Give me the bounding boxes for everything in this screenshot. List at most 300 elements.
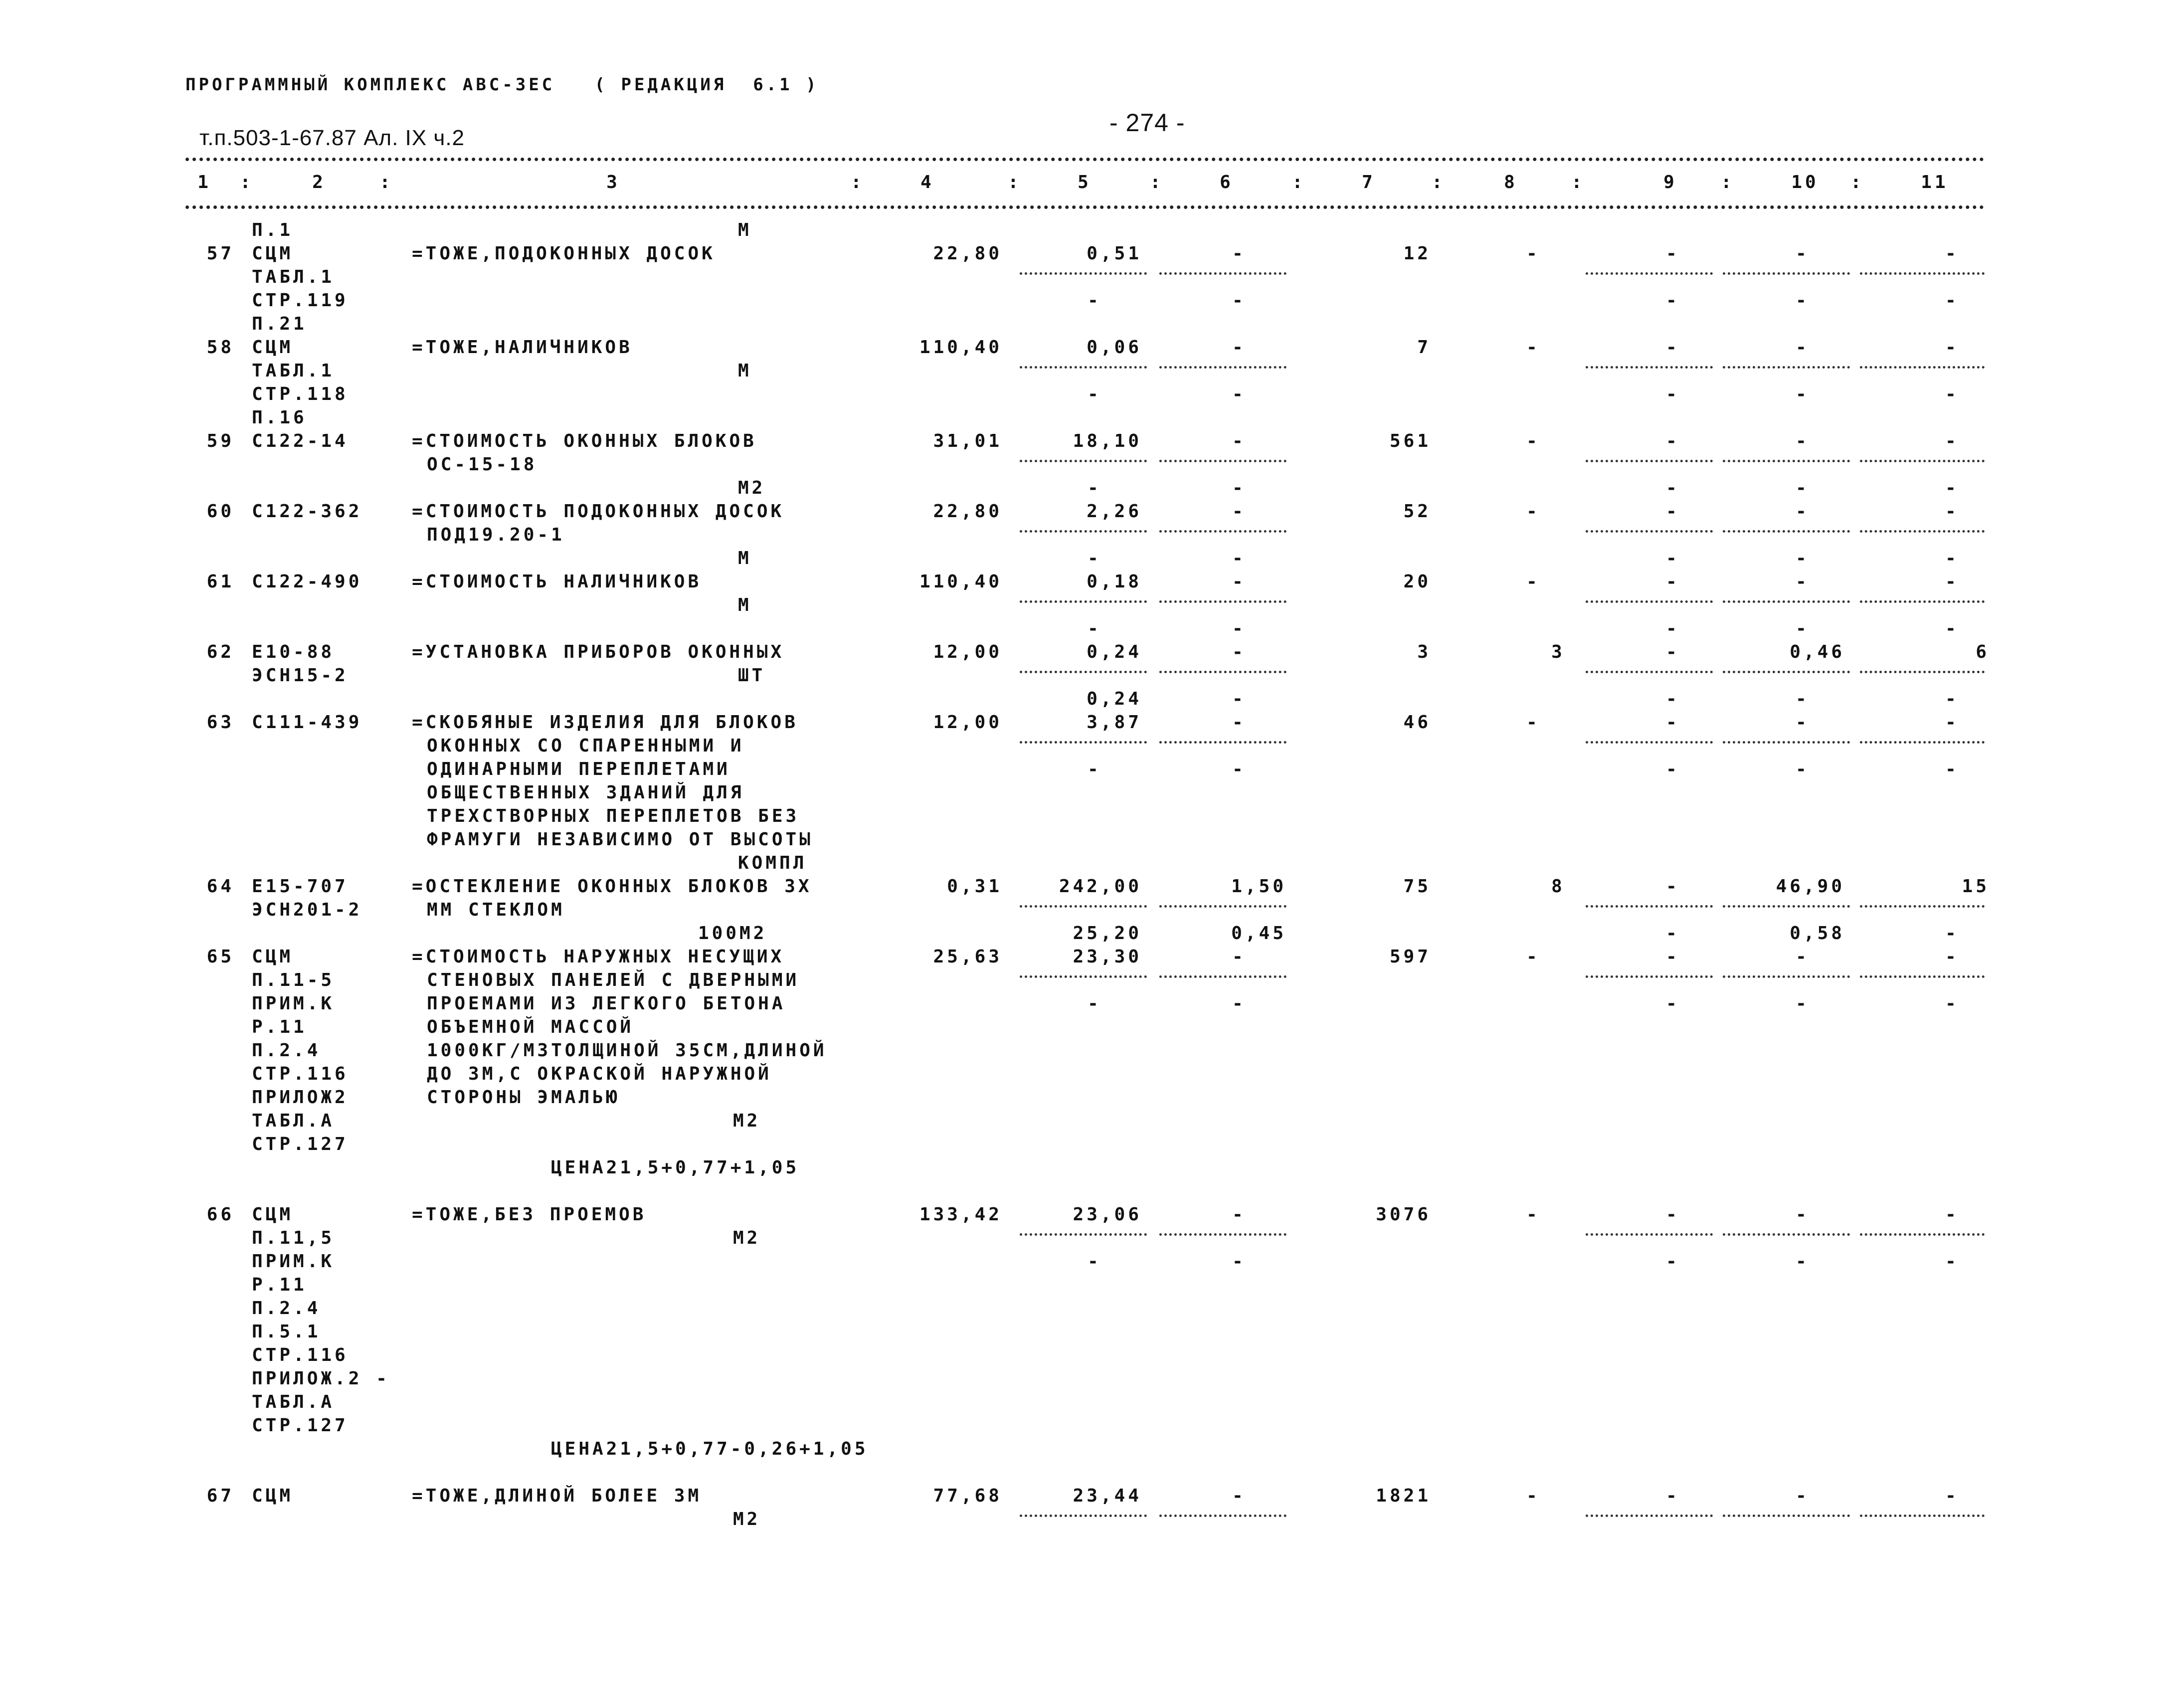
norm-code: СТР.127 xyxy=(252,1415,349,1436)
col10-divider xyxy=(1723,671,1850,673)
col11-value: - xyxy=(1945,478,1959,498)
norm-code: С111-439 xyxy=(252,712,363,733)
col9-divider xyxy=(1586,272,1713,275)
col11-value: 6 xyxy=(1976,642,1990,662)
row-number: 62 xyxy=(206,642,234,662)
col5-value: - xyxy=(1088,618,1101,639)
norm-code: ПРИМ.К xyxy=(252,993,335,1014)
norm-code: СЦМ xyxy=(252,947,294,967)
column-header: 9 xyxy=(1663,172,1677,192)
quantity: 133,42 xyxy=(919,1204,1002,1225)
unit-of-measure: М xyxy=(738,548,752,569)
work-description: ФРАМУГИ НЕЗАВИСИМО ОТ ВЫСОТЫ xyxy=(427,829,813,850)
col11-value: - xyxy=(1945,923,1959,944)
col11-divider xyxy=(1860,975,1985,978)
col11-divider xyxy=(1860,600,1985,603)
col8-value: 8 xyxy=(1551,876,1565,897)
col10-value: - xyxy=(1796,337,1810,358)
column-separator: : xyxy=(1850,172,1864,192)
col6-value: 0,45 xyxy=(1231,923,1286,944)
col6-divider xyxy=(1159,460,1286,462)
row-number: 63 xyxy=(206,712,234,733)
col10-divider xyxy=(1723,1233,1850,1236)
col6-value: - xyxy=(1232,618,1246,639)
quantity: 0,31 xyxy=(947,876,1002,897)
column-separator: : xyxy=(379,172,393,192)
col9-value: - xyxy=(1666,243,1680,264)
col11-divider xyxy=(1860,366,1985,369)
col8-value: - xyxy=(1526,243,1540,264)
col9-value: - xyxy=(1666,384,1680,404)
col11-value: - xyxy=(1945,384,1959,404)
unit-of-measure: М2 xyxy=(733,1228,761,1248)
col5-divider xyxy=(1020,741,1147,744)
col6-divider xyxy=(1159,905,1286,908)
col10-value: - xyxy=(1796,548,1810,569)
work-description: =УСТАНОВКА ПРИБОРОВ ОКОННЫХ xyxy=(412,642,785,662)
work-description: СТЕНОВЫХ ПАНЕЛЕЙ С ДВЕРНЫМИ xyxy=(427,970,800,990)
work-description: ТРЕХСТВОРНЫХ ПЕРЕПЛЕТОВ БЕЗ xyxy=(427,806,800,826)
column-separator: : xyxy=(1571,172,1585,192)
col6-value: - xyxy=(1232,337,1246,358)
col10-divider xyxy=(1723,1515,1850,1517)
col5-value: - xyxy=(1088,478,1101,498)
col9-value: - xyxy=(1666,618,1680,639)
col6-value: - xyxy=(1232,243,1246,264)
price-formula: ЦЕНА21,5+0,77-0,26+1,05 xyxy=(551,1439,869,1459)
quantity: 22,80 xyxy=(933,243,1002,264)
work-description: =ОСТЕКЛЕНИЕ ОКОННЫХ БЛОКОВ 3Х xyxy=(412,876,812,897)
col6-value: - xyxy=(1232,290,1246,311)
col9-value: - xyxy=(1666,876,1680,897)
col11-value: - xyxy=(1945,431,1959,451)
norm-code: Р.11 xyxy=(252,1275,307,1295)
col6-divider xyxy=(1159,1233,1286,1236)
col10-divider xyxy=(1723,741,1850,744)
header-rule-bottom xyxy=(185,205,1985,209)
unit-of-measure: М2 xyxy=(738,478,766,498)
col10-value: - xyxy=(1796,431,1810,451)
column-separator: : xyxy=(1150,172,1164,192)
col5-value: 0,24 xyxy=(1087,642,1142,662)
col9-divider xyxy=(1586,600,1713,603)
row-number: 58 xyxy=(206,337,234,358)
col7-value: 3076 xyxy=(1376,1204,1431,1225)
col9-value: - xyxy=(1666,548,1680,569)
work-description: ОС-15-18 xyxy=(427,454,538,475)
col9-divider xyxy=(1586,1515,1713,1517)
col5-divider xyxy=(1020,671,1147,673)
norm-code: П.11,5 xyxy=(252,1228,335,1248)
col10-value: - xyxy=(1796,993,1810,1014)
col5-value: - xyxy=(1088,993,1101,1014)
work-description: =СКОБЯНЫЕ ИЗДЕЛИЯ ДЛЯ БЛОКОВ xyxy=(412,712,798,733)
col11-value: - xyxy=(1945,571,1959,592)
col11-divider xyxy=(1860,671,1985,673)
col9-value: - xyxy=(1666,923,1680,944)
quantity: 12,00 xyxy=(933,712,1002,733)
col9-value: - xyxy=(1666,1251,1680,1272)
col10-value: - xyxy=(1796,689,1810,709)
col6-value: - xyxy=(1232,712,1246,733)
col5-value: - xyxy=(1088,759,1101,779)
col9-value: - xyxy=(1666,712,1680,733)
norm-code: П.21 xyxy=(252,314,307,334)
column-header: 2 xyxy=(312,172,326,192)
unit-of-measure: КОМПЛ xyxy=(738,853,807,873)
col11-divider xyxy=(1860,1233,1985,1236)
col10-value: - xyxy=(1796,759,1810,779)
column-header: 6 xyxy=(1220,172,1234,192)
col10-value: - xyxy=(1796,501,1810,522)
col9-value: - xyxy=(1666,1204,1680,1225)
col7-value: 20 xyxy=(1403,571,1431,592)
col5-value: 23,30 xyxy=(1073,947,1142,967)
norm-code: П.5.1 xyxy=(252,1322,321,1342)
work-description: ПОД19.20-1 xyxy=(427,525,565,545)
norm-code: С122-362 xyxy=(252,501,363,522)
col10-divider xyxy=(1723,530,1850,533)
unit-of-measure: ШТ xyxy=(738,665,766,686)
norm-code: П.11-5 xyxy=(252,970,335,990)
col11-value: - xyxy=(1945,243,1959,264)
row-number: 67 xyxy=(206,1486,234,1506)
col5-divider xyxy=(1020,1515,1147,1517)
col6-value: - xyxy=(1232,759,1246,779)
norm-code: СЦМ xyxy=(252,337,294,358)
row-number: 66 xyxy=(206,1204,234,1225)
col11-divider xyxy=(1860,272,1985,275)
work-description: =ТОЖЕ,ПОДОКОННЫХ ДОСОК xyxy=(412,243,716,264)
page-number: - 274 - xyxy=(1109,109,1185,137)
col5-value: 0,51 xyxy=(1087,243,1142,264)
col7-value: 7 xyxy=(1417,337,1431,358)
col9-divider xyxy=(1586,975,1713,978)
quantity: 12,00 xyxy=(933,642,1002,662)
column-header: 8 xyxy=(1504,172,1518,192)
norm-code: ТАБЛ.1 xyxy=(252,267,335,287)
norm-code: П.2.4 xyxy=(252,1298,321,1319)
col5-divider xyxy=(1020,272,1147,275)
col5-divider xyxy=(1020,530,1147,533)
document-reference: т.п.503-1-67.87 Ал. IX ч.2 xyxy=(199,126,465,150)
row-number: 64 xyxy=(206,876,234,897)
col9-value: - xyxy=(1666,431,1680,451)
norm-code: ПРИМ.К xyxy=(252,1251,335,1272)
row-number: 57 xyxy=(206,243,234,264)
quantity: 110,40 xyxy=(919,571,1002,592)
col7-value: 561 xyxy=(1389,431,1431,451)
col5-value: 23,44 xyxy=(1073,1486,1142,1506)
col6-value: - xyxy=(1232,947,1246,967)
column-separator: : xyxy=(1432,172,1446,192)
col10-divider xyxy=(1723,366,1850,369)
col9-value: - xyxy=(1666,501,1680,522)
col11-value: - xyxy=(1945,947,1959,967)
unit-of-measure: М2 xyxy=(733,1509,761,1529)
col5-divider xyxy=(1020,366,1147,369)
col6-value: - xyxy=(1232,1486,1246,1506)
col10-value: - xyxy=(1796,290,1810,311)
work-description: ОКОННЫХ СО СПАРЕННЫМИ И xyxy=(427,736,744,756)
col9-divider xyxy=(1586,366,1713,369)
col11-value: - xyxy=(1945,1204,1959,1225)
col5-value: 18,10 xyxy=(1073,431,1142,451)
col10-divider xyxy=(1723,975,1850,978)
norm-code: Е10-88 xyxy=(252,642,335,662)
col10-value: - xyxy=(1796,478,1810,498)
column-separator: : xyxy=(1008,172,1022,192)
col10-value: 0,58 xyxy=(1790,923,1845,944)
col6-value: - xyxy=(1232,689,1246,709)
col9-divider xyxy=(1586,671,1713,673)
col7-value: 12 xyxy=(1403,243,1431,264)
unit-of-measure: М2 xyxy=(733,1111,761,1131)
col6-value: - xyxy=(1232,384,1246,404)
work-description: =СТОИМОСТЬ НАРУЖНЫХ НЕСУЩИХ xyxy=(412,947,785,967)
work-description: ОДИНАРНЫМИ ПЕРЕПЛЕТАМИ xyxy=(427,759,730,779)
col8-value: - xyxy=(1526,1204,1540,1225)
col5-value: 0,24 xyxy=(1087,689,1142,709)
col11-value: - xyxy=(1945,689,1959,709)
col9-value: - xyxy=(1666,642,1680,662)
col6-divider xyxy=(1159,600,1286,603)
col6-divider xyxy=(1159,671,1286,673)
program-header: ПРОГРАММНЫЙ КОМПЛЕКС АВС-3ЕС ( РЕДАКЦИЯ 6.1 ) xyxy=(185,75,819,95)
col11-value: - xyxy=(1945,1486,1959,1506)
col7-value: 52 xyxy=(1403,501,1431,522)
col8-value: - xyxy=(1526,947,1540,967)
col10-value: - xyxy=(1796,384,1810,404)
column-header: 3 xyxy=(606,172,620,192)
col9-value: - xyxy=(1666,478,1680,498)
col6-divider xyxy=(1159,366,1286,369)
col10-divider xyxy=(1723,272,1850,275)
column-separator: : xyxy=(1292,172,1306,192)
norm-code: СЦМ xyxy=(252,1486,294,1506)
col11-value: - xyxy=(1945,759,1959,779)
unit-of-measure: М xyxy=(738,220,752,240)
col6-value: - xyxy=(1232,1251,1246,1272)
quantity: 22,80 xyxy=(933,501,1002,522)
col11-divider xyxy=(1860,460,1985,462)
work-description: 1000КГ/М3ТОЛЩИНОЙ 35СМ,ДЛИНОЙ xyxy=(427,1040,827,1061)
column-separator: : xyxy=(240,172,254,192)
col10-value: - xyxy=(1796,571,1810,592)
header-rule-top xyxy=(185,158,1985,161)
norm-code: СЦМ xyxy=(252,1204,294,1225)
col5-value: 242,00 xyxy=(1059,876,1142,897)
col5-value: - xyxy=(1088,548,1101,569)
quantity: 110,40 xyxy=(919,337,1002,358)
col6-divider xyxy=(1159,530,1286,533)
work-description: СТОРОНЫ ЭМАЛЬЮ xyxy=(427,1087,620,1108)
col10-value: - xyxy=(1796,243,1810,264)
row-number: 59 xyxy=(206,431,234,451)
col5-value: 0,18 xyxy=(1087,571,1142,592)
col6-value: - xyxy=(1232,548,1246,569)
col11-value: - xyxy=(1945,501,1959,522)
unit-of-measure: М xyxy=(738,595,752,615)
col6-value: - xyxy=(1232,642,1246,662)
col5-divider xyxy=(1020,1233,1147,1236)
col10-value: 46,90 xyxy=(1776,876,1845,897)
unit-of-measure: М xyxy=(738,361,752,381)
col9-value: - xyxy=(1666,1486,1680,1506)
col6-value: - xyxy=(1232,993,1246,1014)
column-header: 4 xyxy=(920,172,934,192)
col6-divider xyxy=(1159,1515,1286,1517)
col10-value: - xyxy=(1796,618,1810,639)
col7-value: 1821 xyxy=(1376,1486,1431,1506)
row-number: 61 xyxy=(206,571,234,592)
carried-over-code: П.1 xyxy=(252,220,294,240)
norm-code: СТР.116 xyxy=(252,1064,349,1084)
norm-code: СТР.118 xyxy=(252,384,349,404)
col5-value: 25,20 xyxy=(1073,923,1142,944)
column-separator: : xyxy=(851,172,865,192)
norm-code: ТАБЛ.А xyxy=(252,1392,335,1412)
col10-value: - xyxy=(1796,1486,1810,1506)
col9-value: - xyxy=(1666,290,1680,311)
norm-code: ТАБЛ.1 xyxy=(252,361,335,381)
col5-value: 3,87 xyxy=(1087,712,1142,733)
col6-value: 1,50 xyxy=(1231,876,1286,897)
col8-value: 3 xyxy=(1551,642,1565,662)
norm-code: П.2.4 xyxy=(252,1040,321,1061)
col9-divider xyxy=(1586,1233,1713,1236)
col7-value: 3 xyxy=(1417,642,1431,662)
column-header: 1 xyxy=(197,172,211,192)
work-description: =ТОЖЕ,БЕЗ ПРОЕМОВ xyxy=(412,1204,647,1225)
column-separator: : xyxy=(1721,172,1735,192)
col9-value: - xyxy=(1666,759,1680,779)
col9-divider xyxy=(1586,460,1713,462)
col11-value: - xyxy=(1945,1251,1959,1272)
norm-code: ЭСН201-2 xyxy=(252,900,363,920)
col5-value: - xyxy=(1088,290,1101,311)
col9-value: - xyxy=(1666,993,1680,1014)
col6-value: - xyxy=(1232,571,1246,592)
col11-divider xyxy=(1860,905,1985,908)
col10-value: - xyxy=(1796,1251,1810,1272)
col6-value: - xyxy=(1232,501,1246,522)
col11-value: - xyxy=(1945,712,1959,733)
col9-value: - xyxy=(1666,947,1680,967)
col8-value: - xyxy=(1526,501,1540,522)
col10-value: - xyxy=(1796,712,1810,733)
col5-value: 0,06 xyxy=(1087,337,1142,358)
norm-code: ПРИЛОЖ.2 - xyxy=(252,1368,390,1389)
work-description: =ТОЖЕ,ДЛИНОЙ БОЛЕЕ 3М xyxy=(412,1486,702,1506)
work-description: ОБЩЕСТВЕННЫХ ЗДАНИЙ ДЛЯ xyxy=(427,782,744,803)
col5-divider xyxy=(1020,600,1147,603)
col10-value: 0,46 xyxy=(1790,642,1845,662)
col11-value: 15 xyxy=(1962,876,1990,897)
row-number: 65 xyxy=(206,947,234,967)
col10-divider xyxy=(1723,460,1850,462)
column-header: 11 xyxy=(1921,172,1949,192)
col8-value: - xyxy=(1526,337,1540,358)
norm-code: С122-490 xyxy=(252,571,363,592)
col9-value: - xyxy=(1666,571,1680,592)
norm-code: ЭСН15-2 xyxy=(252,665,349,686)
col6-value: - xyxy=(1232,431,1246,451)
column-header: 10 xyxy=(1791,172,1819,192)
norm-code: Р.11 xyxy=(252,1017,307,1037)
quantity: 77,68 xyxy=(933,1486,1002,1506)
norm-code: ТАБЛ.А xyxy=(252,1111,335,1131)
col6-value: - xyxy=(1232,478,1246,498)
work-description: =ТОЖЕ,НАЛИЧНИКОВ xyxy=(412,337,633,358)
col11-divider xyxy=(1860,530,1985,533)
col11-divider xyxy=(1860,741,1985,744)
quantity: 25,63 xyxy=(933,947,1002,967)
col6-divider xyxy=(1159,272,1286,275)
col8-value: - xyxy=(1526,571,1540,592)
col7-value: 46 xyxy=(1403,712,1431,733)
col11-value: - xyxy=(1945,337,1959,358)
norm-code: С122-14 xyxy=(252,431,349,451)
work-description: ПРОЕМАМИ ИЗ ЛЕГКОГО БЕТОНА xyxy=(427,993,786,1014)
col8-value: - xyxy=(1526,1486,1540,1506)
col6-value: - xyxy=(1232,1204,1246,1225)
col9-value: - xyxy=(1666,689,1680,709)
col5-value: 23,06 xyxy=(1073,1204,1142,1225)
col7-value: 597 xyxy=(1389,947,1431,967)
norm-code: СЦМ xyxy=(252,243,294,264)
col5-value: - xyxy=(1088,1251,1101,1272)
col9-divider xyxy=(1586,530,1713,533)
norm-code: СТР.119 xyxy=(252,290,349,311)
col8-value: - xyxy=(1526,431,1540,451)
col5-divider xyxy=(1020,460,1147,462)
norm-code: Е15-707 xyxy=(252,876,349,897)
col11-divider xyxy=(1860,1515,1985,1517)
col5-value: - xyxy=(1088,384,1101,404)
col9-divider xyxy=(1586,741,1713,744)
column-header: 5 xyxy=(1078,172,1091,192)
row-number: 60 xyxy=(206,501,234,522)
work-description: =СТОИМОСТЬ ОКОННЫХ БЛОКОВ xyxy=(412,431,757,451)
quantity: 31,01 xyxy=(933,431,1002,451)
col5-divider xyxy=(1020,905,1147,908)
col6-divider xyxy=(1159,975,1286,978)
col10-divider xyxy=(1723,905,1850,908)
norm-code: П.16 xyxy=(252,407,307,428)
work-description: ДО 3М,С ОКРАСКОЙ НАРУЖНОЙ xyxy=(427,1064,772,1084)
col6-divider xyxy=(1159,741,1286,744)
col8-value: - xyxy=(1526,712,1540,733)
col11-value: - xyxy=(1945,290,1959,311)
work-description: =СТОИМОСТЬ НАЛИЧНИКОВ xyxy=(412,571,702,592)
work-description: ОБЪЕМНОЙ МАССОЙ xyxy=(427,1017,634,1037)
col5-value: 2,26 xyxy=(1087,501,1142,522)
norm-code: ПРИЛОЖ2 xyxy=(252,1087,349,1108)
col9-divider xyxy=(1586,905,1713,908)
unit-of-measure: 100М2 xyxy=(698,923,767,944)
col10-divider xyxy=(1723,600,1850,603)
norm-code: СТР.116 xyxy=(252,1345,349,1365)
norm-code: СТР.127 xyxy=(252,1134,349,1154)
col9-value: - xyxy=(1666,337,1680,358)
col5-divider xyxy=(1020,975,1147,978)
column-header: 7 xyxy=(1362,172,1376,192)
col10-value: - xyxy=(1796,1204,1810,1225)
col7-value: 75 xyxy=(1403,876,1431,897)
col11-value: - xyxy=(1945,993,1959,1014)
work-description: =СТОИМОСТЬ ПОДОКОННЫХ ДОСОК xyxy=(412,501,785,522)
